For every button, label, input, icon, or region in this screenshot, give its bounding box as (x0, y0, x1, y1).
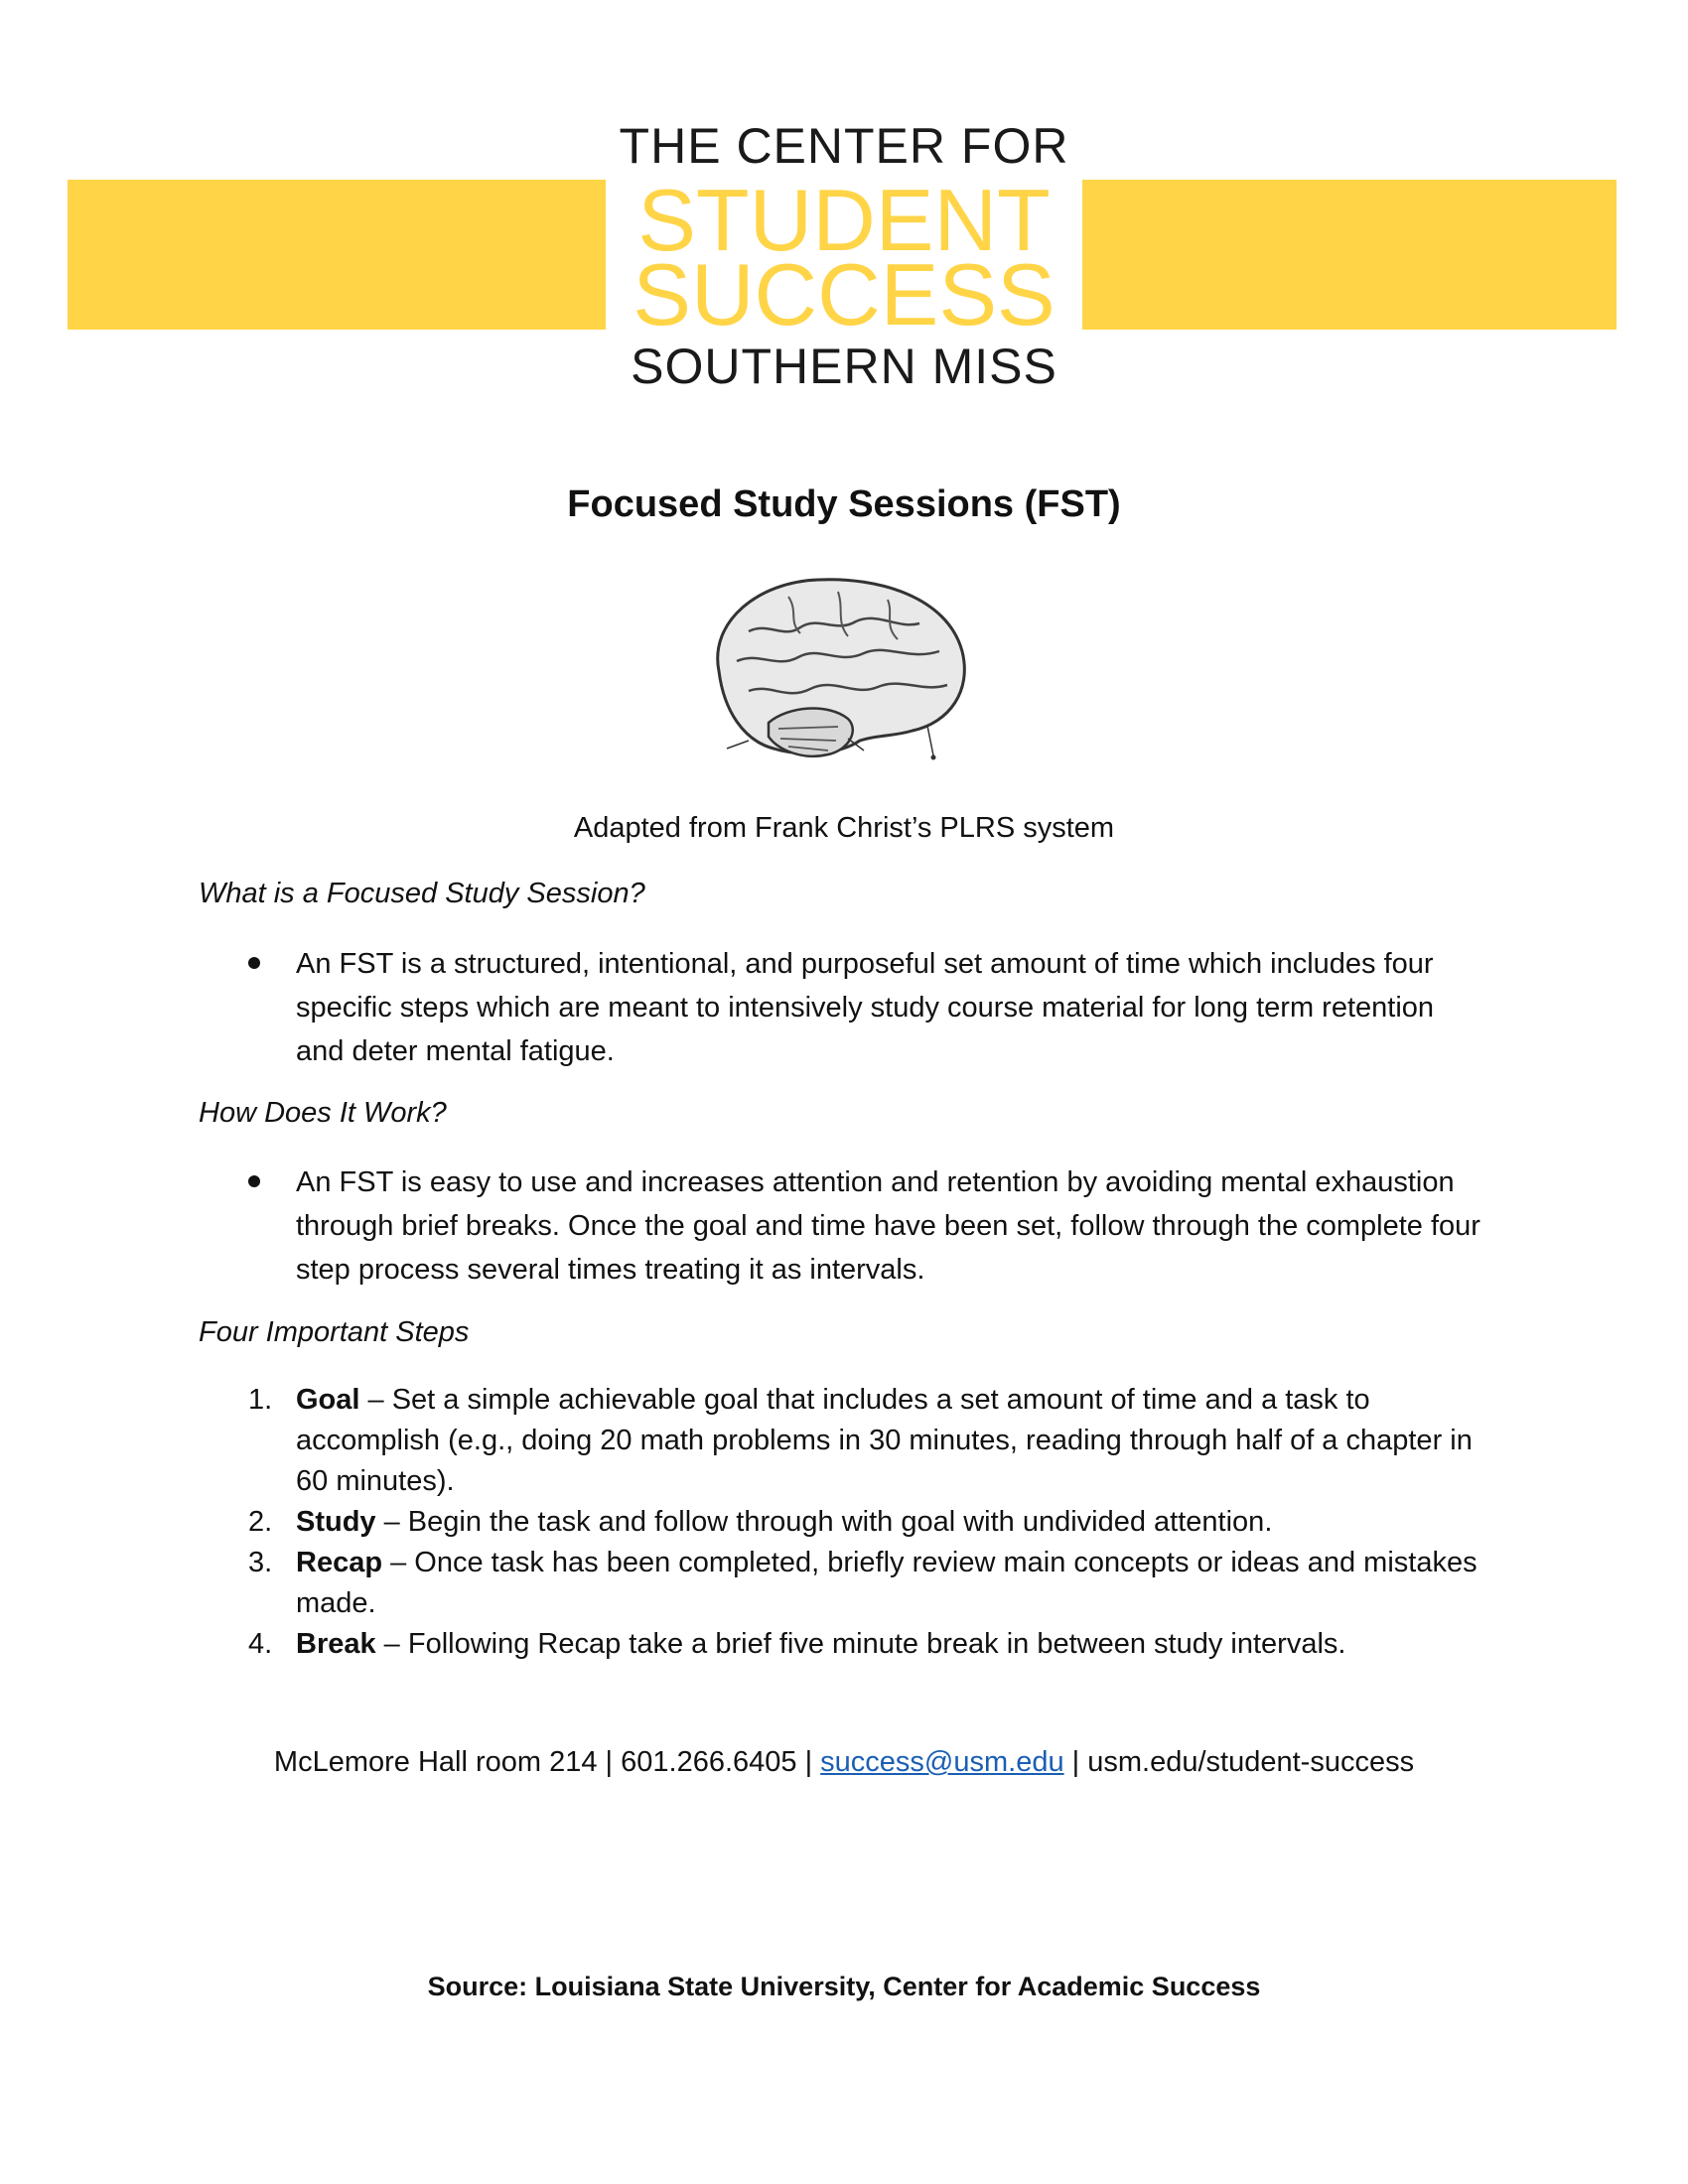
step-text: – Begin the task and follow through with goal with undivided attention. (375, 1506, 1273, 1538)
bullet-dot (248, 957, 260, 969)
logo-line-student: STUDENT (637, 171, 1051, 269)
bullet-dot (248, 1175, 260, 1187)
step-term: Recap (296, 1547, 383, 1578)
bullet-what: An FST is a structured, intentional, and purposeful set amount of time which includes four specific steps which are meant to intensively study course material for long term retention and deter mental fatigue. (296, 948, 1435, 1067)
contact-location: McLemore Hall room 214 | 601.266.6405 | (273, 1746, 821, 1778)
email-link[interactable]: success@usm.edu (820, 1746, 1064, 1778)
logo-line-center-for: THE CENTER FOR (619, 118, 1069, 174)
adapted-note: Adapted from Frank Christ’s PLRS system (573, 812, 1115, 844)
contact-website: | usm.edu/student-success (1063, 1746, 1415, 1778)
list-item (248, 1624, 1489, 1665)
section-heading-how: How Does It Work? (199, 1097, 447, 1129)
list-item (248, 1380, 1489, 1502)
list-item (248, 1502, 1489, 1543)
step-text: – Following Recap take a brief five minute break in between study intervals. (375, 1628, 1346, 1660)
step-term: Goal (296, 1384, 360, 1416)
step-term: Break (296, 1628, 376, 1660)
steps-list (248, 1380, 1489, 1665)
logo-line-success: SUCCESS (633, 245, 1055, 343)
source-note: Source: Louisiana State University, Center for Academic Success (427, 1972, 1261, 2001)
step-number: 2. (248, 1506, 273, 1538)
step-text: – Set a simple achievable goal that includes a set amount of time and a task to accomplish (e.g., doing 20 math problems in 30 minutes, reading through half of a chapter in 60 minutes). (296, 1384, 1473, 1497)
step-term: Study (296, 1506, 376, 1538)
brain-illustration-icon (689, 552, 987, 780)
section-heading-steps: Four Important Steps (199, 1316, 470, 1348)
bullet-how: An FST is easy to use and increases attention and retention by avoiding mental exhaustion through brief breaks. Once the goal and time have been set, follow through the complete four step process several times treating it as intervals. (296, 1166, 1480, 1286)
step-number: 3. (248, 1547, 273, 1578)
step-number: 4. (248, 1628, 273, 1660)
page-title: Focused Study Sessions (FST) (567, 483, 1121, 525)
footer-contact (0, 1746, 1688, 1779)
section-heading-what: What is a Focused Study Session? (199, 878, 645, 909)
step-number: 1. (248, 1384, 273, 1416)
list-item (248, 1543, 1489, 1624)
logo-line-southern-miss: SOUTHERN MISS (631, 339, 1057, 394)
step-text: – Once task has been completed, briefly review main concepts or ideas and mistakes made. (296, 1547, 1477, 1619)
